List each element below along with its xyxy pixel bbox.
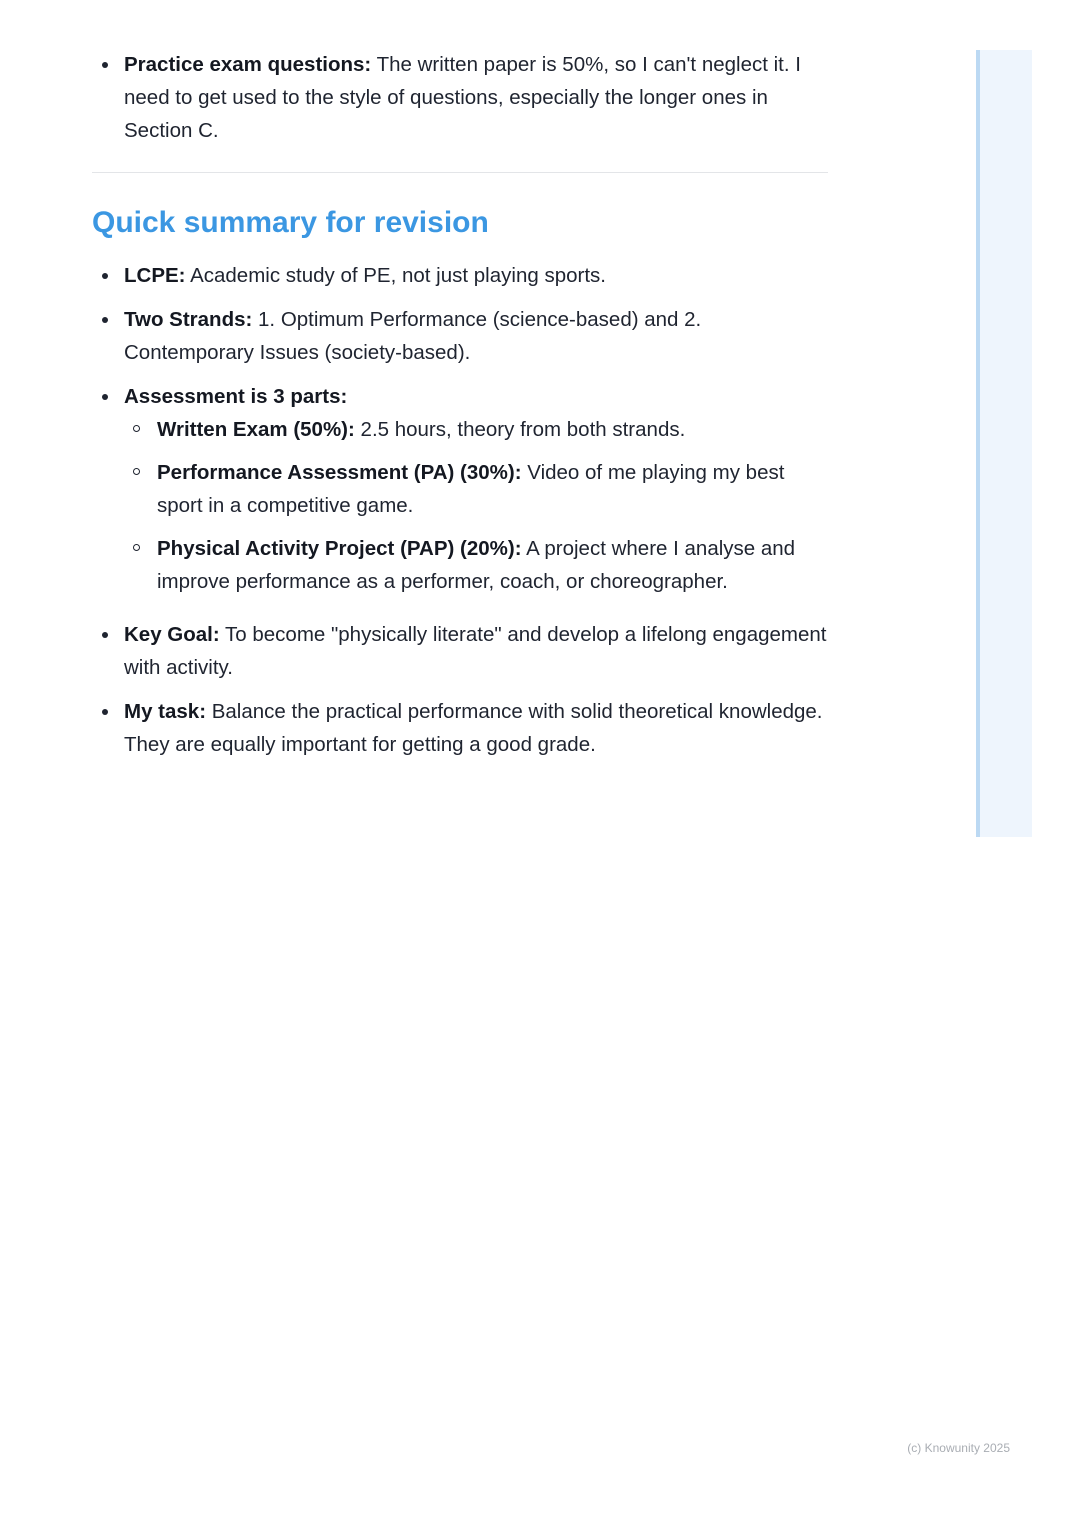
sub-list-item [124, 456, 828, 522]
list-item [92, 695, 828, 761]
item-text: 1. Optimum Performance (science-based) and 2. Contemporary Issues (society-based). [124, 308, 702, 364]
item-label: My task: [124, 700, 207, 723]
sub-item-label: Performance Assessment (PA) (30%): [157, 461, 522, 484]
intro-list [92, 48, 828, 147]
sub-list [124, 413, 828, 598]
sub-item-label: Written Exam (50%): [157, 418, 355, 441]
item-text: Balance the practical performance with solid theoretical knowledge. They are equally important for getting a good grade. [124, 700, 823, 756]
section-divider [92, 172, 828, 173]
list-item [92, 259, 828, 292]
item-text: The written paper is 50%, so I can't neglect it. I need to get used to the style of questions, especially the longer ones in Section C. [124, 53, 801, 142]
sub-list-item [124, 532, 828, 598]
sub-item-text: Video of me playing my best sport in a competitive game. [157, 461, 785, 517]
item-label: Key Goal: [124, 623, 220, 646]
document-body [92, 48, 828, 772]
sub-item-text: A project where I analyse and improve performance as a performer, coach, or choreographer. [157, 537, 796, 593]
copyright-footer: (c) Knowunity 2025 [907, 1441, 1010, 1455]
sub-item-label: Physical Activity Project (PAP) (20%): [157, 537, 522, 560]
list-item [92, 48, 828, 147]
side-panel [976, 50, 1032, 837]
list-item [92, 303, 828, 369]
section-title: Quick summary for revision [92, 206, 489, 239]
list-item [92, 618, 828, 684]
item-label: Two Strands: [124, 308, 253, 331]
sub-list-item [124, 413, 828, 446]
item-text: Academic study of PE, not just playing sports. [185, 264, 606, 287]
item-label: Practice exam questions: [124, 53, 372, 76]
summary-list [92, 259, 828, 761]
item-text: To become "physically literate" and develop a lifelong engagement with activity. [124, 623, 827, 679]
sub-item-text: 2.5 hours, theory from both strands. [354, 418, 686, 441]
list-item [92, 380, 828, 598]
item-label: Assessment is 3 parts: [124, 385, 348, 408]
item-label: LCPE: [124, 264, 186, 287]
